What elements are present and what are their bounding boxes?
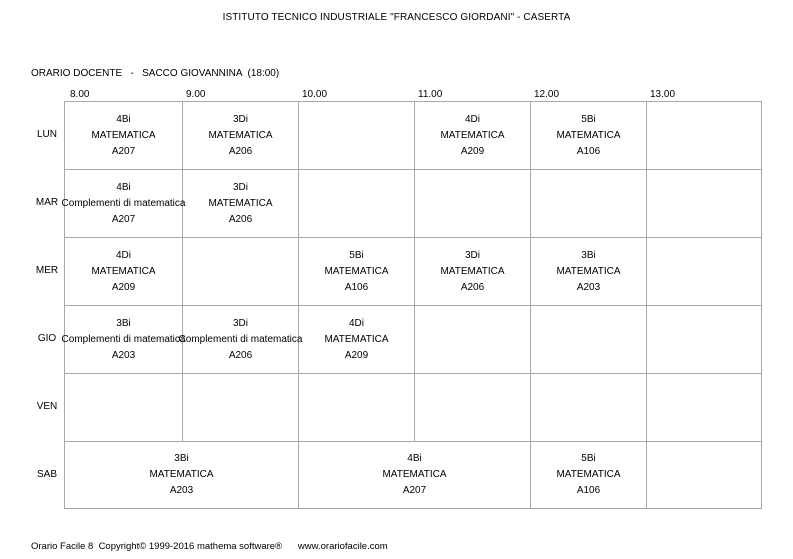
lesson-class: 4Bi <box>407 453 422 464</box>
day-label-ven: VEN <box>36 401 58 412</box>
lesson-class: 5Bi <box>581 113 596 125</box>
empty-cell <box>647 170 762 238</box>
lesson-class: 5Bi <box>349 249 364 261</box>
empty-cell <box>647 374 762 442</box>
lesson-cell <box>531 238 647 306</box>
lesson-cell <box>183 170 299 238</box>
lesson-cell <box>65 442 299 509</box>
lesson-room: A206 <box>228 213 253 225</box>
lesson-cell <box>531 102 647 170</box>
empty-cell <box>299 374 415 442</box>
lesson-room: A207 <box>111 145 136 157</box>
empty-cell <box>65 374 183 442</box>
time-label-1: 8.00 <box>70 89 90 100</box>
lesson-cell <box>61 170 186 238</box>
lesson-room: A106 <box>344 281 369 293</box>
lesson-class: 3Di <box>232 113 248 125</box>
lesson-subject: MATEMATICA <box>91 129 156 141</box>
lesson-room: A207 <box>111 213 136 225</box>
lesson-subject: MATEMATICA <box>556 469 621 480</box>
lesson-subject: MATEMATICA <box>91 265 156 277</box>
lesson-cell <box>65 102 183 170</box>
lesson-subject: MATEMATICA <box>556 265 621 277</box>
lesson-subject: MATEMATICA <box>324 333 389 345</box>
lesson-class: 4Di <box>348 317 364 329</box>
time-label-3: 10.00 <box>302 89 328 100</box>
empty-cell <box>531 306 647 374</box>
day-label-mer: MER <box>35 265 59 276</box>
lesson-class: 4Di <box>115 249 131 261</box>
lesson-class: 4Bi <box>116 113 131 125</box>
lesson-class: 3Bi <box>581 249 596 261</box>
empty-cell <box>183 238 299 306</box>
empty-cell <box>183 374 299 442</box>
lesson-subject: MATEMATICA <box>324 265 389 277</box>
lesson-room: A209 <box>111 281 136 293</box>
school-title: ISTITUTO TECNICO INDUSTRIALE "FRANCESCO GIORDANI" - CASERTA <box>222 12 571 23</box>
lesson-cell <box>531 442 647 509</box>
lesson-subject: Complementi di matematica <box>178 333 303 345</box>
empty-cell <box>531 374 647 442</box>
lesson-class: 4Bi <box>116 181 131 193</box>
lesson-class: 3Di <box>464 249 480 261</box>
time-label-5: 12.00 <box>534 89 560 100</box>
empty-cell <box>415 374 531 442</box>
day-label-lun: LUN <box>36 129 57 140</box>
lesson-class: 5Bi <box>581 453 596 464</box>
lesson-class: 4Di <box>464 113 480 125</box>
lesson-subject: MATEMATICA <box>382 469 447 480</box>
lesson-cell <box>65 238 183 306</box>
lesson-room: A203 <box>111 349 136 361</box>
lesson-class: 3Di <box>232 181 248 193</box>
copyright-footer: Orario Facile 8 Copyright© 1999-2016 mathema software® www.orariofacile.com <box>31 541 388 552</box>
day-label-sab: SAB <box>36 469 57 480</box>
empty-cell <box>299 102 415 170</box>
lesson-room: A209 <box>460 145 485 157</box>
lesson-cell <box>299 238 415 306</box>
lesson-class: 3Di <box>232 317 248 329</box>
lesson-cell <box>183 102 299 170</box>
time-label-2: 9.00 <box>186 89 206 100</box>
day-label-mar: MAR <box>35 197 59 208</box>
lesson-room: A203 <box>576 281 601 293</box>
lesson-room: A106 <box>576 145 601 157</box>
lesson-room: A206 <box>228 145 253 157</box>
empty-cell <box>531 170 647 238</box>
lesson-subject: MATEMATICA <box>149 469 214 480</box>
lesson-subject: MATEMATICA <box>440 265 505 277</box>
lesson-room: A106 <box>576 485 601 496</box>
lesson-room: A203 <box>169 485 194 496</box>
lesson-room: A209 <box>344 349 369 361</box>
lesson-room: A207 <box>402 485 427 496</box>
empty-cell <box>647 102 762 170</box>
time-label-6: 13.00 <box>650 89 676 100</box>
lesson-room: A206 <box>228 349 253 361</box>
lesson-cell <box>178 306 303 374</box>
lesson-cell <box>415 102 531 170</box>
empty-cell <box>647 442 762 509</box>
timetable-grid <box>61 101 762 509</box>
lesson-cell <box>299 442 531 509</box>
time-label-4: 11.00 <box>418 89 443 100</box>
lesson-cell <box>415 238 531 306</box>
lesson-cell <box>299 306 415 374</box>
lesson-subject: Complementi di matematica <box>61 333 186 345</box>
teacher-schedule-label: ORARIO DOCENTE - SACCO GIOVANNINA (18:00) <box>31 68 280 79</box>
empty-cell <box>647 238 762 306</box>
day-label-gio: GIO <box>37 333 57 344</box>
lesson-subject: MATEMATICA <box>208 197 273 209</box>
lesson-subject: MATEMATICA <box>208 129 273 141</box>
lesson-cell <box>61 306 186 374</box>
empty-cell <box>299 170 415 238</box>
lesson-class: 3Bi <box>116 317 131 329</box>
lesson-room: A206 <box>460 281 485 293</box>
lesson-class: 3Bi <box>174 453 189 464</box>
empty-cell <box>415 170 531 238</box>
lesson-subject: Complementi di matematica <box>61 197 186 209</box>
lesson-subject: MATEMATICA <box>556 129 621 141</box>
empty-cell <box>415 306 531 374</box>
empty-cell <box>647 306 762 374</box>
lesson-subject: MATEMATICA <box>440 129 505 141</box>
